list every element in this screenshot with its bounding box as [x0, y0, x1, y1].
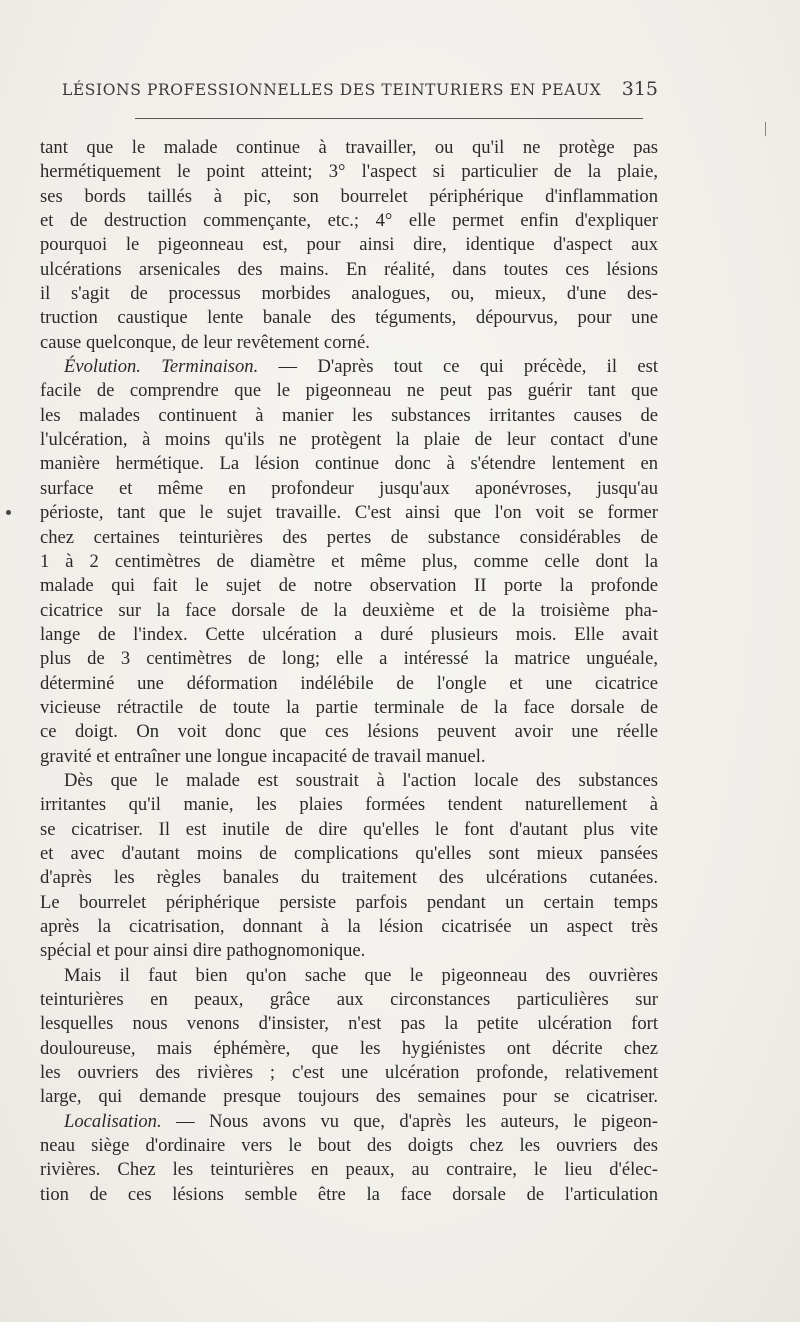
text-line — [40, 233, 658, 257]
margin-dot — [6, 510, 11, 515]
text-line — [40, 988, 658, 1012]
text-line — [40, 477, 658, 501]
text-line — [40, 550, 658, 574]
line-text: lange de l'index. Cette ulcération a duré plusieurs mois. Elle avait — [40, 623, 658, 645]
body-text — [40, 136, 658, 1207]
line-text: tant que le malade continue à travailler, ou qu'il ne protège pas — [40, 137, 658, 158]
text-line — [40, 915, 658, 939]
running-header — [62, 78, 658, 100]
line-text: ses bords taillés à pic, son bourrelet périphérique d'inflammation — [40, 185, 658, 207]
line-text: et avec d'autant moins de complications qu'elles sont mieux pansées — [40, 842, 658, 864]
line-text: neau siège d'ordinaire vers le bout des doigts chez les ouvriers des — [40, 1135, 658, 1157]
text-line — [40, 1158, 658, 1182]
text-line — [40, 696, 658, 720]
text-line — [40, 793, 658, 817]
text-line — [40, 209, 658, 233]
line-text: plus de 3 centimètres de long; elle a intéressé la matrice unguéale, — [40, 648, 658, 670]
margin-mark — [765, 122, 766, 136]
text-line — [40, 672, 658, 696]
text-line — [40, 866, 658, 890]
header-rule — [135, 118, 643, 119]
text-line — [40, 136, 658, 160]
text-line — [40, 1183, 658, 1207]
line-text: large, qui demande presque toujours des semaines pour se cicatriser. — [40, 1086, 658, 1108]
line-text: — D'après tout ce qui précède, il est — [258, 356, 658, 378]
section-heading: Évolution. Terminaison. — [64, 356, 259, 378]
line-text: pourquoi le pigeonneau est, pour ainsi dire, identique d'aspect aux — [40, 234, 658, 256]
text-line — [40, 1012, 658, 1036]
text-line — [40, 379, 658, 403]
text-line — [40, 842, 658, 866]
text-line — [40, 1085, 658, 1109]
text-line — [40, 282, 658, 306]
line-text: douloureuse, mais éphémère, que les hygiénistes ont décrite chez — [40, 1037, 658, 1059]
text-line — [40, 452, 658, 476]
line-text: il s'agit de processus morbides analogues, ou, mieux, d'une des- — [40, 283, 658, 305]
line-text: Dès que le malade est soustrait à l'action locale des substances — [64, 769, 658, 791]
line-text: malade qui fait le sujet de notre observation II porte la profonde — [40, 575, 658, 597]
line-text: — Nous avons vu que, d'après les auteurs, le pigeon- — [161, 1110, 658, 1132]
running-title: LÉSIONS PROFESSIONNELLES DES TEINTURIERS EN PEAUX — [62, 81, 602, 99]
text-line — [40, 1061, 658, 1085]
line-text: surface et même en profondeur jusqu'aux aponévroses, jusqu'au — [40, 477, 658, 499]
line-text: facile de comprendre que le pigeonneau ne peut pas guérir tant que — [40, 380, 658, 402]
line-text: les malades continuent à manier les substances irritantes causes de — [40, 404, 658, 426]
text-line — [40, 526, 658, 550]
line-text: lesquelles nous venons d'insister, n'est pas la petite ulcération fort — [40, 1013, 658, 1035]
text-line — [40, 428, 658, 452]
line-text: cause quelconque, de leur revêtement corné. — [40, 331, 370, 353]
text-line — [40, 891, 658, 915]
text-line — [40, 1134, 658, 1158]
line-text: spécial et pour ainsi dire pathognomonique. — [40, 940, 366, 962]
line-text: se cicatriser. Il est inutile de dire qu'elles le font d'autant plus vite — [40, 818, 658, 840]
line-text: chez certaines teinturières des pertes de substance considérables de — [40, 526, 658, 548]
text-line — [40, 818, 658, 842]
line-text: tion de ces lésions semble être la face dorsale de l'articulation — [40, 1183, 658, 1205]
text-line — [40, 939, 658, 963]
text-line — [40, 1037, 658, 1061]
text-line — [40, 964, 658, 988]
text-line — [40, 160, 658, 184]
line-text: gravité et entraîner une longue incapacité de travail manuel. — [40, 745, 486, 767]
text-line — [40, 599, 658, 623]
text-line — [40, 404, 658, 428]
line-text: ulcérations arsenicales des mains. En réalité, dans toutes ces lésions — [40, 258, 658, 280]
text-line — [40, 720, 658, 744]
line-text: Le bourrelet périphérique persiste parfois pendant un certain temps — [40, 891, 658, 913]
line-text: d'après les règles banales du traitement des ulcérations cutanées. — [40, 867, 658, 889]
line-text: cicatrice sur la face dorsale de la deuxième et de la troisième pha- — [40, 599, 658, 621]
text-line — [40, 574, 658, 598]
line-text: hermétiquement le point atteint; 3° l'aspect si particulier de la plaie, — [40, 161, 658, 183]
text-line — [40, 623, 658, 647]
text-line — [40, 331, 658, 355]
text-line — [40, 185, 658, 209]
section-heading: Localisation. — [64, 1110, 162, 1132]
text-line — [40, 647, 658, 671]
line-text: l'ulcération, à moins qu'ils ne protègent la plaie de leur contact d'une — [40, 429, 658, 451]
text-line — [40, 355, 658, 379]
line-text: rivières. Chez les teinturières en peaux, au contraire, le lieu d'élec- — [40, 1159, 658, 1181]
text-line — [40, 501, 658, 525]
line-text: 1 à 2 centimètres de diamètre et même plus, comme celle dont la — [40, 550, 658, 572]
line-text: les ouvriers des rivières ; c'est une ulcération profonde, relativement — [40, 1062, 658, 1084]
text-line — [40, 306, 658, 330]
line-text: manière hermétique. La lésion continue donc à s'étendre lentement en — [40, 453, 658, 475]
line-text: truction caustique lente banale des téguments, dépourvus, pour une — [40, 307, 658, 329]
line-text: déterminé une déformation indélébile de l'ongle et une cicatrice — [40, 672, 658, 694]
page-number: 315 — [621, 78, 658, 100]
line-text: teinturières en peaux, grâce aux circonstances particulières sur — [40, 989, 658, 1011]
text-line — [40, 1110, 658, 1134]
line-text: périoste, tant que le sujet travaille. C'est ainsi que l'on voit se former — [40, 502, 658, 524]
line-text: vicieuse rétractile de toute la partie terminale de la face dorsale de — [40, 696, 658, 718]
line-text: irritantes qu'il manie, les plaies formées tendent naturellement à — [40, 794, 658, 816]
line-text: et de destruction commençante, etc.; 4° elle permet enfin d'expliquer — [40, 210, 658, 232]
line-text: après la cicatrisation, donnant à la lésion cicatrisée un aspect très — [40, 916, 658, 937]
text-line — [40, 769, 658, 793]
line-text: ce doigt. On voit donc que ces lésions peuvent avoir une réelle — [40, 721, 658, 743]
line-text: Mais il faut bien qu'on sache que le pigeonneau des ouvrières — [64, 964, 658, 986]
text-line — [40, 258, 658, 282]
text-line — [40, 745, 658, 769]
